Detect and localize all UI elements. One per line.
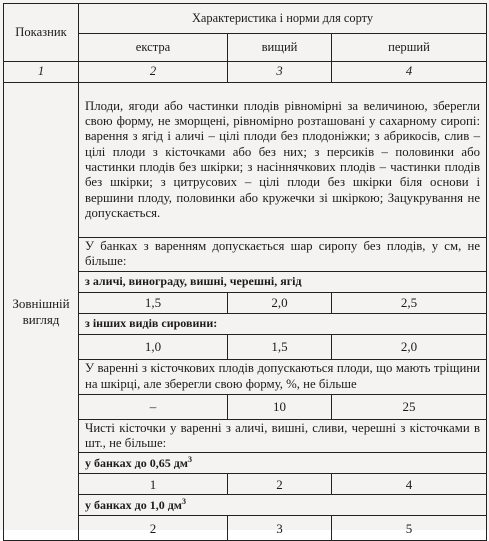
value-cell: 10 (228, 394, 332, 419)
value-cell: 1,5 (228, 334, 332, 359)
value-cell: 4 (332, 474, 487, 495)
indicator-appearance: Зовнішній вигляд (4, 83, 79, 541)
superscript: 3 (181, 497, 186, 507)
header-characteristics: Характеристика і норми для сорту (79, 4, 487, 34)
value-cell: 2,0 (228, 292, 332, 313)
appearance-description: Плоди, ягоди або частинки плодів рівномірні за величиною, зберегли свою форму, не зморщені, рівномірно розташовані у сахарному сиропі: варення з ягід і аличі – цілі плоди без плодоніжки; з абрикосів, слив – цілі плоди з кісточками або без них; з персиків – половинки або частинки плодів без шкірки; з насіннячкових плодів – частинки плодів без шкірки; з цитрусових – цілі плоди без шкірки біля основи і вершини плоду, половинки або кружечки зі шкіркою; Зацукрування не допускається. (79, 83, 487, 238)
header-indicator: Показник (4, 4, 79, 62)
value-cell: 25 (332, 394, 487, 419)
column-number-2: 2 (79, 62, 228, 83)
column-number-4: 4 (332, 62, 487, 83)
syrup-layer-note: У банках з варенням допускається шар сиропу без плодів, у см, не більше: (79, 238, 487, 272)
value-cell: – (79, 394, 228, 419)
column-number-1: 1 (4, 62, 79, 83)
value-cell: 2,5 (332, 292, 487, 313)
header-grade-first: перший (332, 33, 487, 61)
subheading-other-raw-materials: з інших видів сировини: (79, 313, 487, 334)
value-cell: 2 (79, 516, 228, 541)
header-grade-highest: вищий (228, 33, 332, 61)
value-cell: 3 (228, 516, 332, 541)
subheading-text: у банках до 1,0 дм (85, 498, 182, 513)
superscript: 3 (187, 455, 192, 465)
value-cell: 2 (228, 474, 332, 495)
subheading-text: у банках до 0,65 дм (85, 456, 188, 471)
value-cell: 1,5 (79, 292, 228, 313)
cracked-fruit-note: У варенні з кісточкових плодів допускаються плоди, що мають тріщини на шкірці, але зберегли свою форму, %, не більше (79, 359, 487, 394)
header-grade-extra: екстра (79, 33, 228, 61)
pits-note: Чисті кісточки у варенні з аличі, вишні, сливи, черешні з кісточками в шт., не більше: (79, 419, 487, 453)
subheading-cherry-plum-grapes: з аличі, винограду, вишні, черешні, ягід (79, 271, 487, 292)
subheading-jars-10 (79, 495, 487, 516)
column-number-3: 3 (228, 62, 332, 83)
value-cell: 2,0 (332, 334, 487, 359)
quality-spec-table (3, 3, 487, 541)
subheading-jars-065 (79, 453, 487, 474)
value-cell: 5 (332, 516, 487, 541)
value-cell: 1 (79, 474, 228, 495)
value-cell: 1,0 (79, 334, 228, 359)
